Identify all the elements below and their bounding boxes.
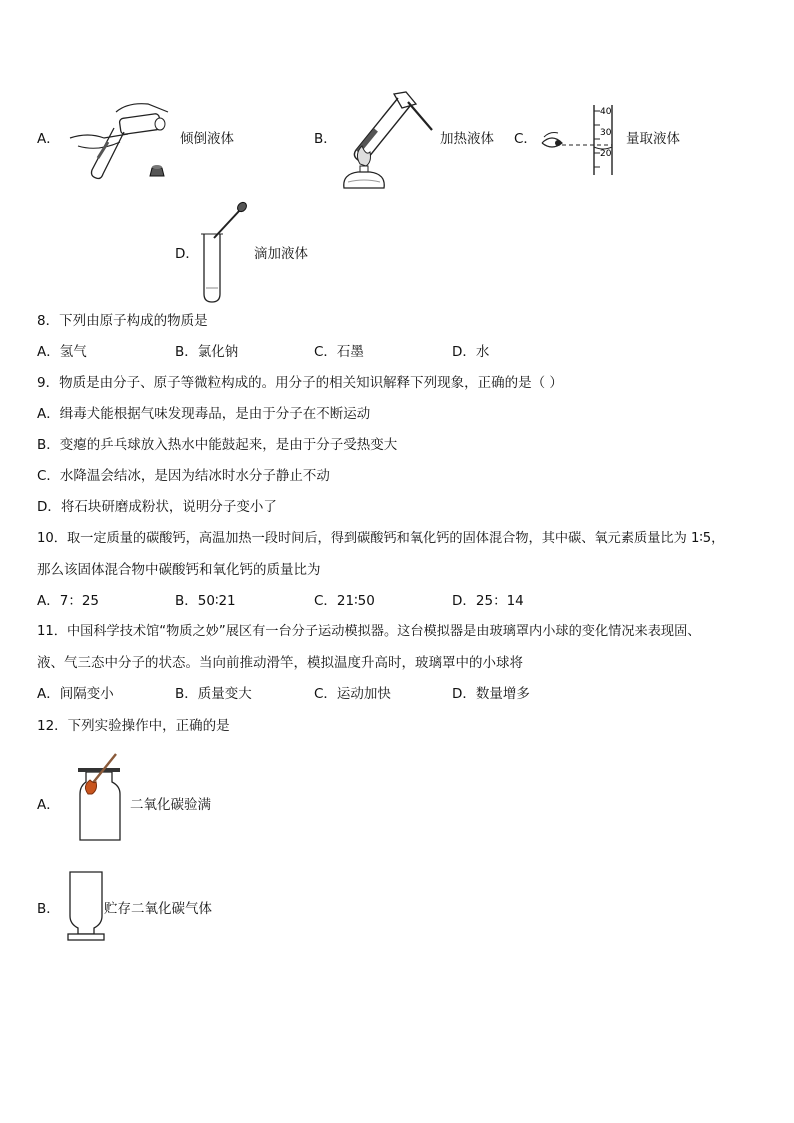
- option-caption: 倾倒液体: [180, 131, 234, 147]
- co2-storage-icon: [66, 870, 106, 946]
- option-letter: D．: [175, 246, 199, 262]
- cylinder-tick: 40: [600, 107, 612, 117]
- pouring-liquid-icon: [68, 98, 178, 180]
- co2-full-test-icon: [76, 754, 130, 846]
- option-caption: 贮存二氧化碳气体: [104, 901, 212, 917]
- cylinder-tick: 20: [600, 149, 612, 159]
- option-d: D．25：14: [452, 593, 524, 609]
- option-caption: 滴加液体: [254, 246, 308, 262]
- option-b: B．变瘪的乒乓球放入热水中能鼓起来，是由于分子受热变大: [37, 437, 398, 453]
- option-letter: A．: [37, 131, 60, 147]
- option-caption: 量取液体: [626, 131, 680, 147]
- question-stem: 9．物质是由分子、原子等微粒构成的。用分子的相关知识解释下列现象，正确的是（ ）: [37, 375, 563, 391]
- option-caption: 加热液体: [440, 131, 494, 147]
- option-a: A．7：25: [37, 593, 100, 609]
- option-letter: B．: [37, 901, 60, 917]
- question-stem-line1: 10．取一定质量的碳酸钙，高温加热一段时间后，得到碳酸钙和氧化钙的固体混合物，其中碳、氧元素质量比为 1∶5，: [37, 531, 725, 546]
- option-a: A．间隔变小: [37, 686, 114, 702]
- question-stem-line2: 液、气三态中分子的状态。当向前推动滑竿，模拟温度升高时，玻璃罩中的小球将: [37, 655, 523, 671]
- option-a: A．缉毒犬能根据气味发现毒品，是由于分子在不断运动: [37, 406, 371, 422]
- option-c: C．水降温会结冰，是因为结冰时水分子静止不动: [37, 468, 330, 484]
- option-letter: B．: [314, 131, 337, 147]
- option-a: A．氢气: [37, 344, 87, 360]
- option-d: D．水: [452, 344, 490, 360]
- option-c: C．运动加快: [314, 686, 391, 702]
- question-stem-line2: 那么该固体混合物中碳酸钙和氧化钙的质量比为: [37, 562, 321, 578]
- option-b: B．氯化钠: [175, 344, 239, 360]
- measuring-liquid-icon: [538, 103, 622, 179]
- heating-liquid-icon: [336, 90, 436, 192]
- option-c: C．21∶50: [314, 593, 375, 609]
- option-d: D．数量增多: [452, 686, 530, 702]
- option-b: B．质量变大: [175, 686, 252, 702]
- option-d: D．将石块研磨成粉状，说明分子变小了: [37, 499, 277, 515]
- question-stem-line1: 11．中国科学技术馆“物质之妙”展区有一台分子运动模拟器。这台模拟器是由玻璃罩内小球的变化情况来表现固、: [37, 624, 701, 639]
- option-letter: C．: [514, 131, 537, 147]
- option-c: C．石墨: [314, 344, 364, 360]
- option-b: B．50∶21: [175, 593, 236, 609]
- dropping-liquid-icon: [198, 196, 254, 304]
- cylinder-tick: 30: [600, 128, 612, 138]
- question-stem: 8．下列由原子构成的物质是: [37, 313, 208, 329]
- option-caption: 二氧化碳验满: [130, 797, 211, 813]
- question-stem: 12．下列实验操作中，正确的是: [37, 718, 230, 734]
- option-letter: A．: [37, 797, 60, 813]
